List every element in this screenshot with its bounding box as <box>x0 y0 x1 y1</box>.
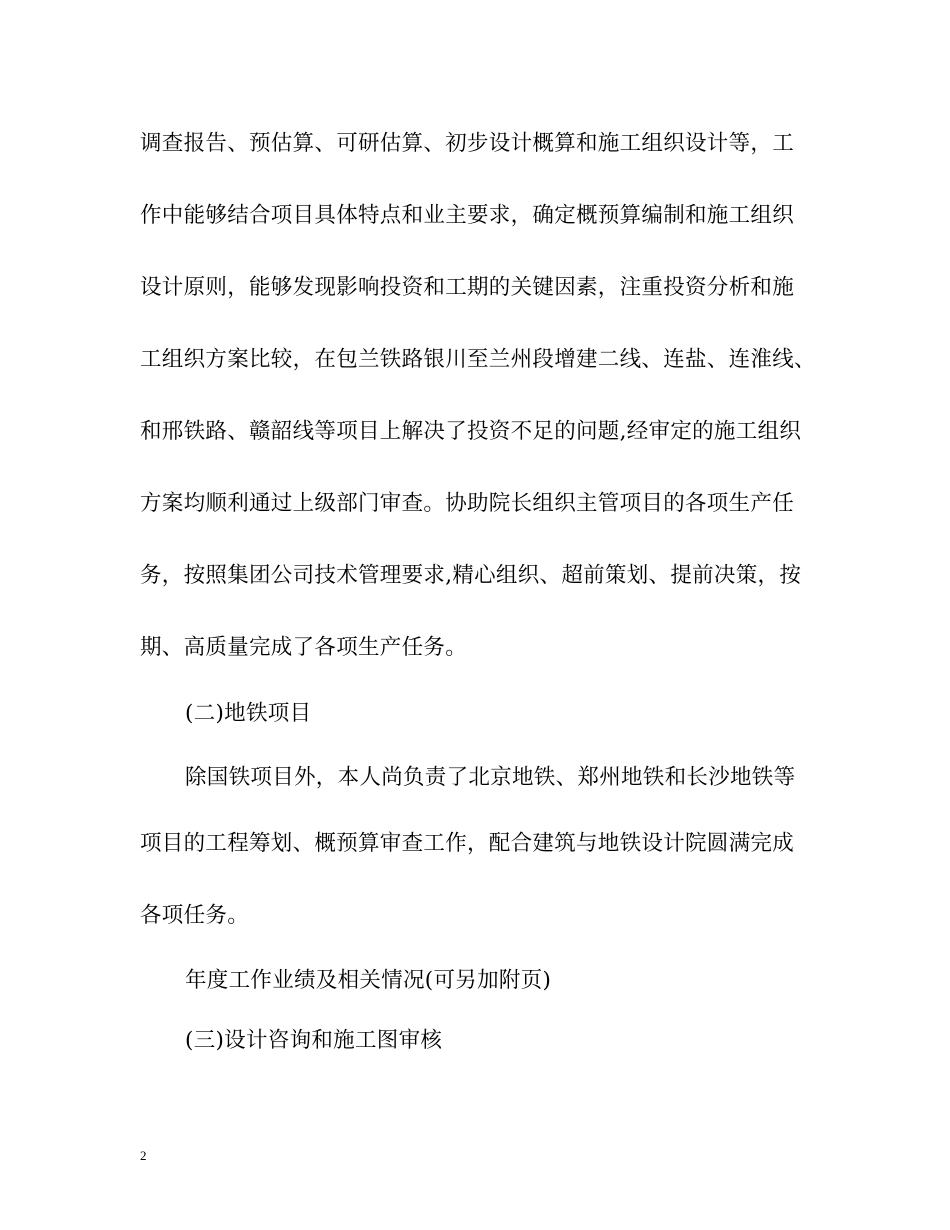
section-heading-subway: (二)地铁项目 <box>185 701 312 726</box>
paragraph-2-line-1: 除国铁项目外，本人尚负责了北京地铁、郑州地铁和长沙地铁等 <box>185 765 796 790</box>
paragraph-1-line-1: 调查报告、预估算、可研估算、初步设计概算和施工组织设计等，工 <box>140 131 795 156</box>
section-heading-consulting: (三)设计咨询和施工图审核 <box>185 1028 443 1053</box>
paragraph-1-line-8: 期、高质量完成了各项生产任务。 <box>140 635 468 660</box>
paragraph-2-line-3: 各项任务。 <box>140 903 250 928</box>
paragraph-1-line-6: 方案均顺利通过上级部门审查。协助院长组织主管项目的各项生产任 <box>140 491 795 516</box>
paragraph-1-line-5: 和邢铁路、赣韶线等项目上解决了投资不足的问题,经审定的施工组织 <box>140 419 802 444</box>
paragraph-2-line-2: 项目的工程筹划、概预算审查工作，配合建筑与地铁设计院圆满完成 <box>140 831 795 856</box>
paragraph-1-line-3: 设计原则，能够发现影响投资和工期的关键因素，注重投资分析和施 <box>140 275 795 300</box>
annual-performance-note: 年度工作业绩及相关情况(可另加附页) <box>185 968 552 993</box>
paragraph-1-line-7: 务，按照集团公司技术管理要求,精心组织、超前策划、提前决策，按 <box>140 563 802 588</box>
page-number: 2 <box>140 1148 147 1163</box>
paragraph-1-line-4: 工组织方案比较，在包兰铁路银川至兰州段增建二线、连盐、连淮线、 <box>140 347 816 372</box>
paragraph-1-line-2: 作中能够结合项目具体特点和业主要求，确定概预算编制和施工组织 <box>140 203 795 228</box>
